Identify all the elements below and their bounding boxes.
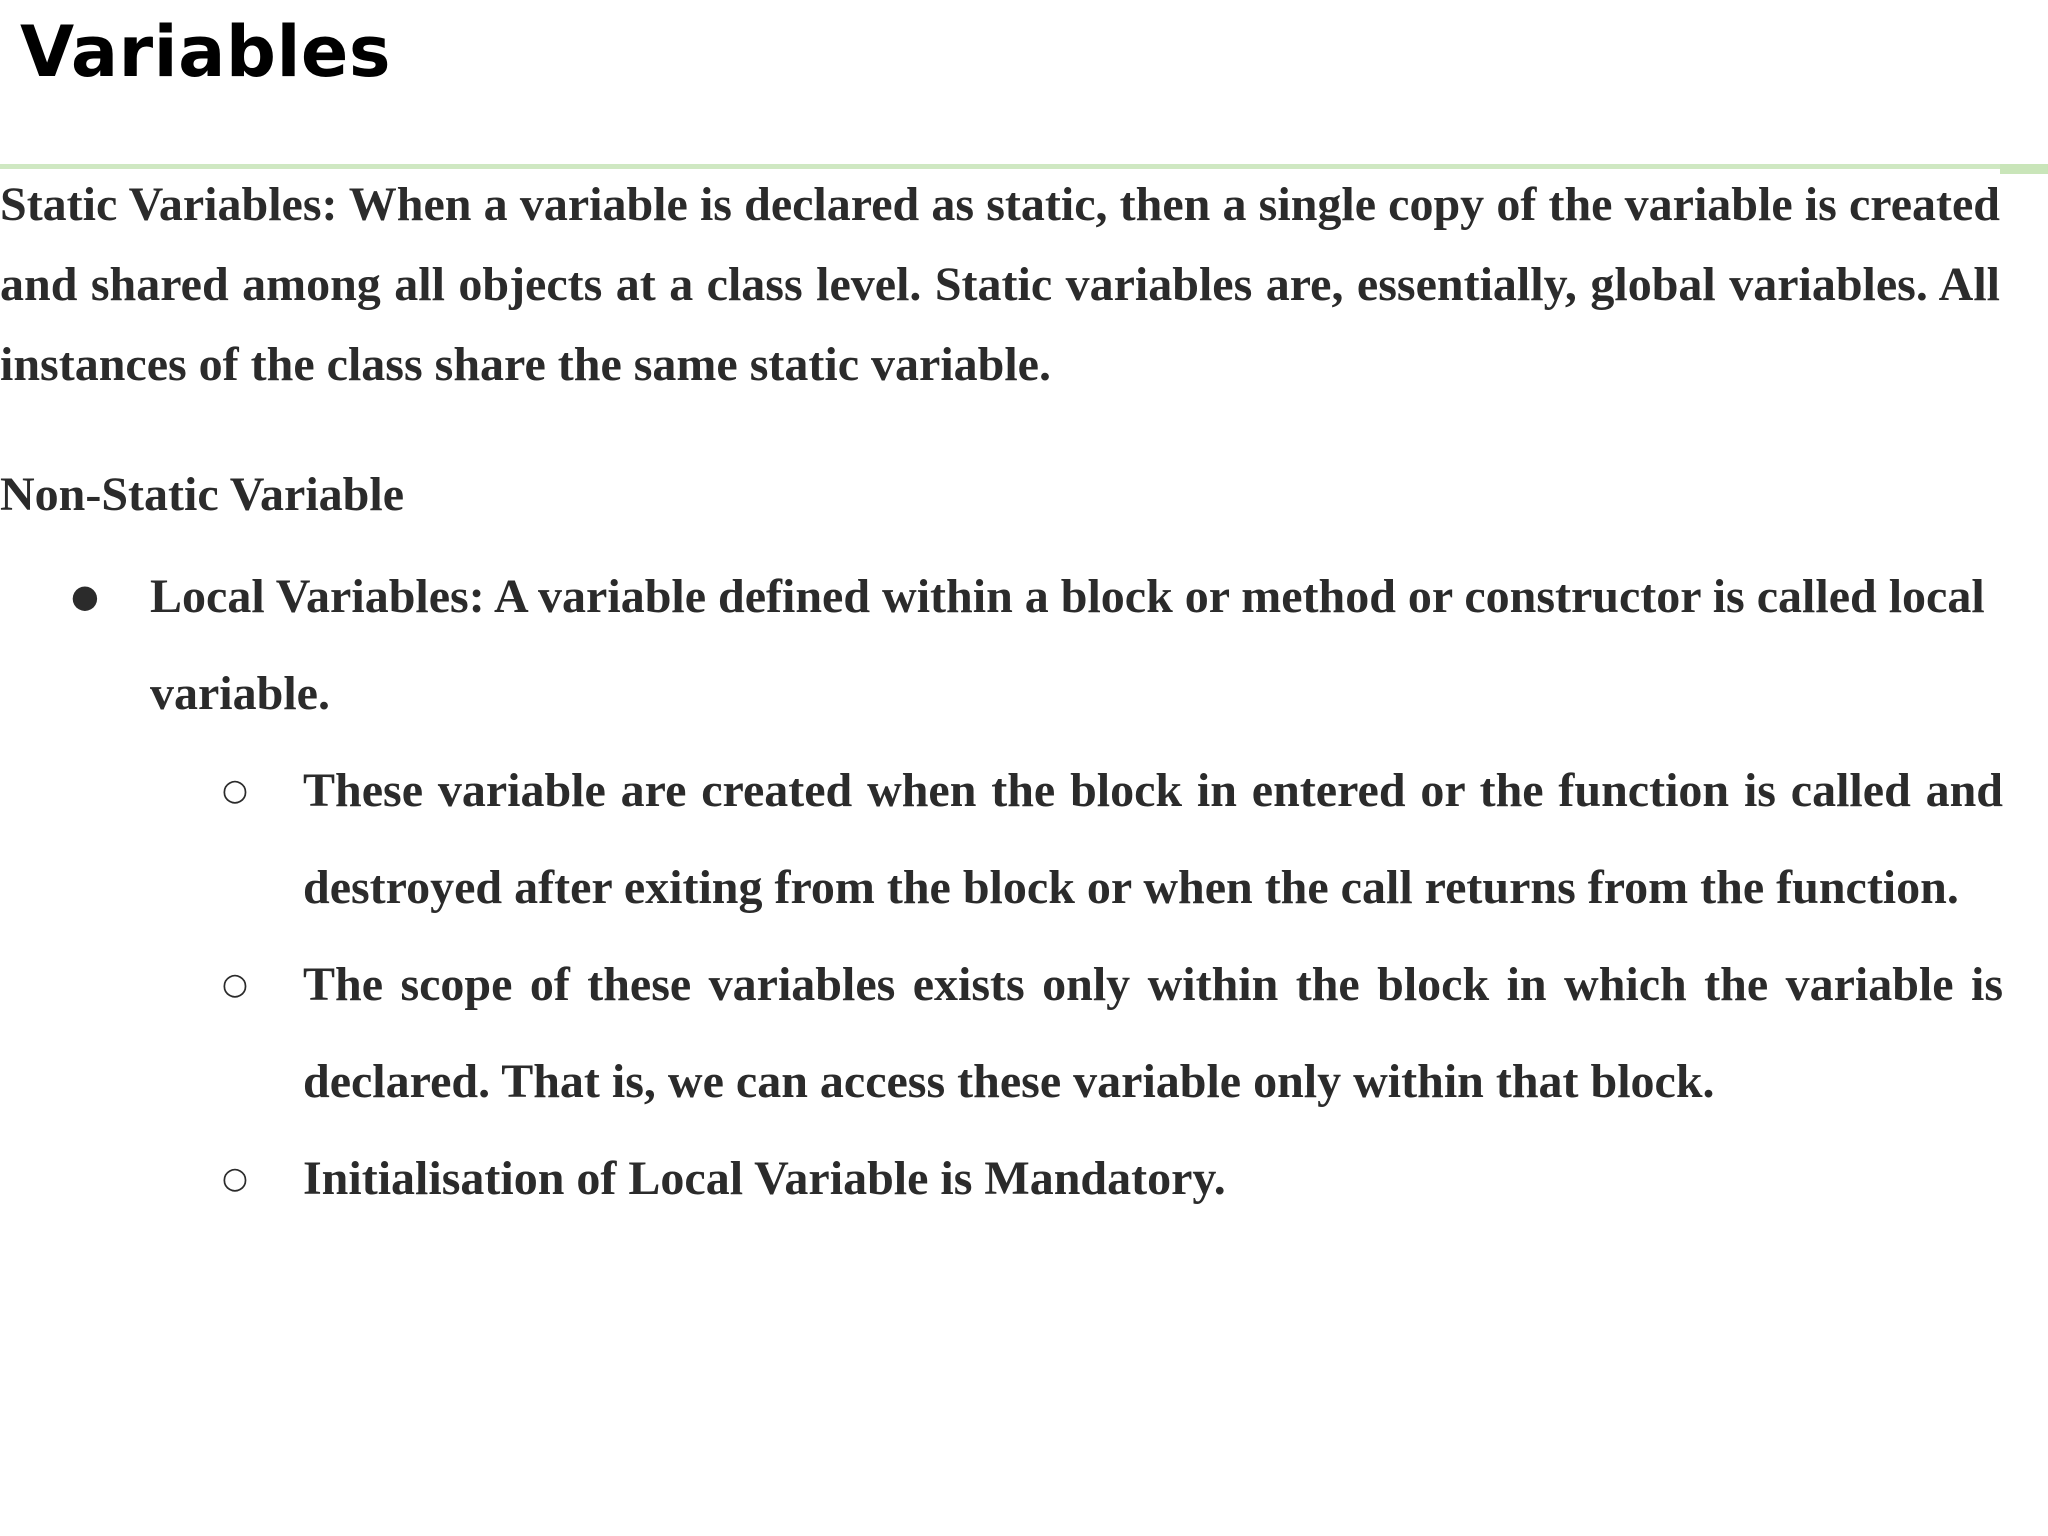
bullet-circle-icon: ○ [221,967,249,1002]
sub-list-item [0,742,2048,936]
bullet-circle-icon: ○ [221,1161,249,1196]
non-static-heading: Non-Static Variable [0,468,405,521]
bullet-circle-icon: ○ [221,773,249,808]
slide-title: Variables [20,11,392,93]
sub-list-item [0,936,2048,1130]
sub-list-item [0,1130,2048,1227]
sub-list-item-text: Initialisation of Local Variable is Mandatory. [303,1152,1226,1205]
bullet-dot-icon: ● [71,577,99,615]
sub-list-item-text: These variable are created when the block in entered or the function is called and destroyed after exiting from the block or when the call returns from the function. [303,764,2003,914]
bullet-list [0,548,2048,1227]
list-item-text: Local Variables: A variable defined within a block or method or constructor is called local variable. [150,570,1985,720]
static-variables-paragraph: Static Variables: When a variable is declared as static, then a single copy of the variable is created and shared among all objects at a class level. Static variables are, essentially, global variables. All instances of the class share the same static variable. [0,178,2000,391]
title-divider-accent [2000,164,2048,174]
sub-list-item-text: The scope of these variables exists only within the block in which the variable is declared. That is, we can access these variable only within that block. [303,958,2003,1108]
list-item [0,548,2048,742]
